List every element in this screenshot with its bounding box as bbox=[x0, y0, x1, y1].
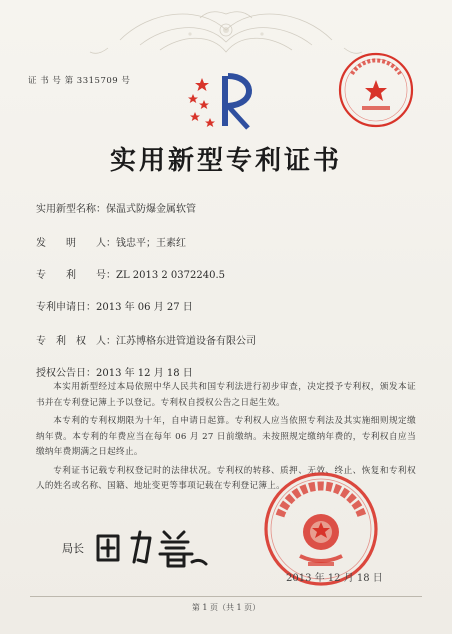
filing-date-label: 专利申请日： bbox=[36, 302, 96, 313]
inventor-row bbox=[36, 234, 186, 249]
grant-date-label: 授权公告日： bbox=[36, 368, 96, 379]
director-signature-icon bbox=[92, 522, 212, 570]
footer-divider bbox=[30, 596, 422, 597]
certificate-title: 实用新型专利证书 bbox=[109, 146, 342, 176]
agency-seal-icon bbox=[336, 50, 416, 130]
inventor-label: 发 明 人： bbox=[36, 238, 116, 249]
model-name-label: 实用新型名称： bbox=[36, 204, 106, 215]
model-name-value: 保温式防爆金属软管 bbox=[106, 204, 196, 215]
filing-date-row bbox=[36, 298, 193, 313]
director-label: 局长 bbox=[62, 542, 84, 555]
patent-number-label: 专 利 号： bbox=[36, 270, 116, 281]
patent-office-logo-icon bbox=[188, 70, 266, 136]
seal-date: 2013 年 12 月 18 日 bbox=[286, 573, 383, 584]
grant-date-row bbox=[36, 364, 193, 379]
body-paragraph-1: 本实用新型经过本局依照中华人民共和国专利法进行初步审查，决定授予专利权，颁发本证书并在专利登记簿上予以登记。专利权自授权公告之日起生效。 bbox=[36, 382, 416, 408]
patentee-row bbox=[36, 332, 256, 347]
body-paragraph-3: 专利证书记载专利权登记时的法律状况。专利权的转移、质押、无效、终止、恢复和专利权人的姓名或名称、国籍、地址变更等事项记载在专利登记簿上。 bbox=[36, 465, 416, 491]
grant-date-value: 2013 年 12 月 18 日 bbox=[96, 368, 193, 379]
filing-date-value: 2013 年 06 月 27 日 bbox=[96, 302, 193, 313]
inventor-value: 钱忠平；王素红 bbox=[116, 238, 186, 249]
model-name-row bbox=[36, 200, 196, 215]
patentee-value: 江苏博格东进管道设备有限公司 bbox=[116, 336, 256, 347]
patent-number-row bbox=[36, 266, 225, 281]
certificate-number: 证 书 号 第 3315709 号 bbox=[28, 76, 131, 86]
page-footer: 第 1 页（共 1 页） bbox=[191, 603, 261, 612]
patent-number-value: ZL 2013 2 0372240.5 bbox=[116, 270, 226, 281]
body-paragraph-2: 本专利的专利权期限为十年，自申请日起算。专利权人应当依照专利法及其实施细则规定缴纳年费。本专利的年费应当在每年 06 月 27 日前缴纳。未按照规定缴纳年费的，专利权自应当缴纳年费期满之日起终止。 bbox=[36, 416, 416, 457]
patentee-label: 专 利 权 人： bbox=[36, 336, 116, 347]
